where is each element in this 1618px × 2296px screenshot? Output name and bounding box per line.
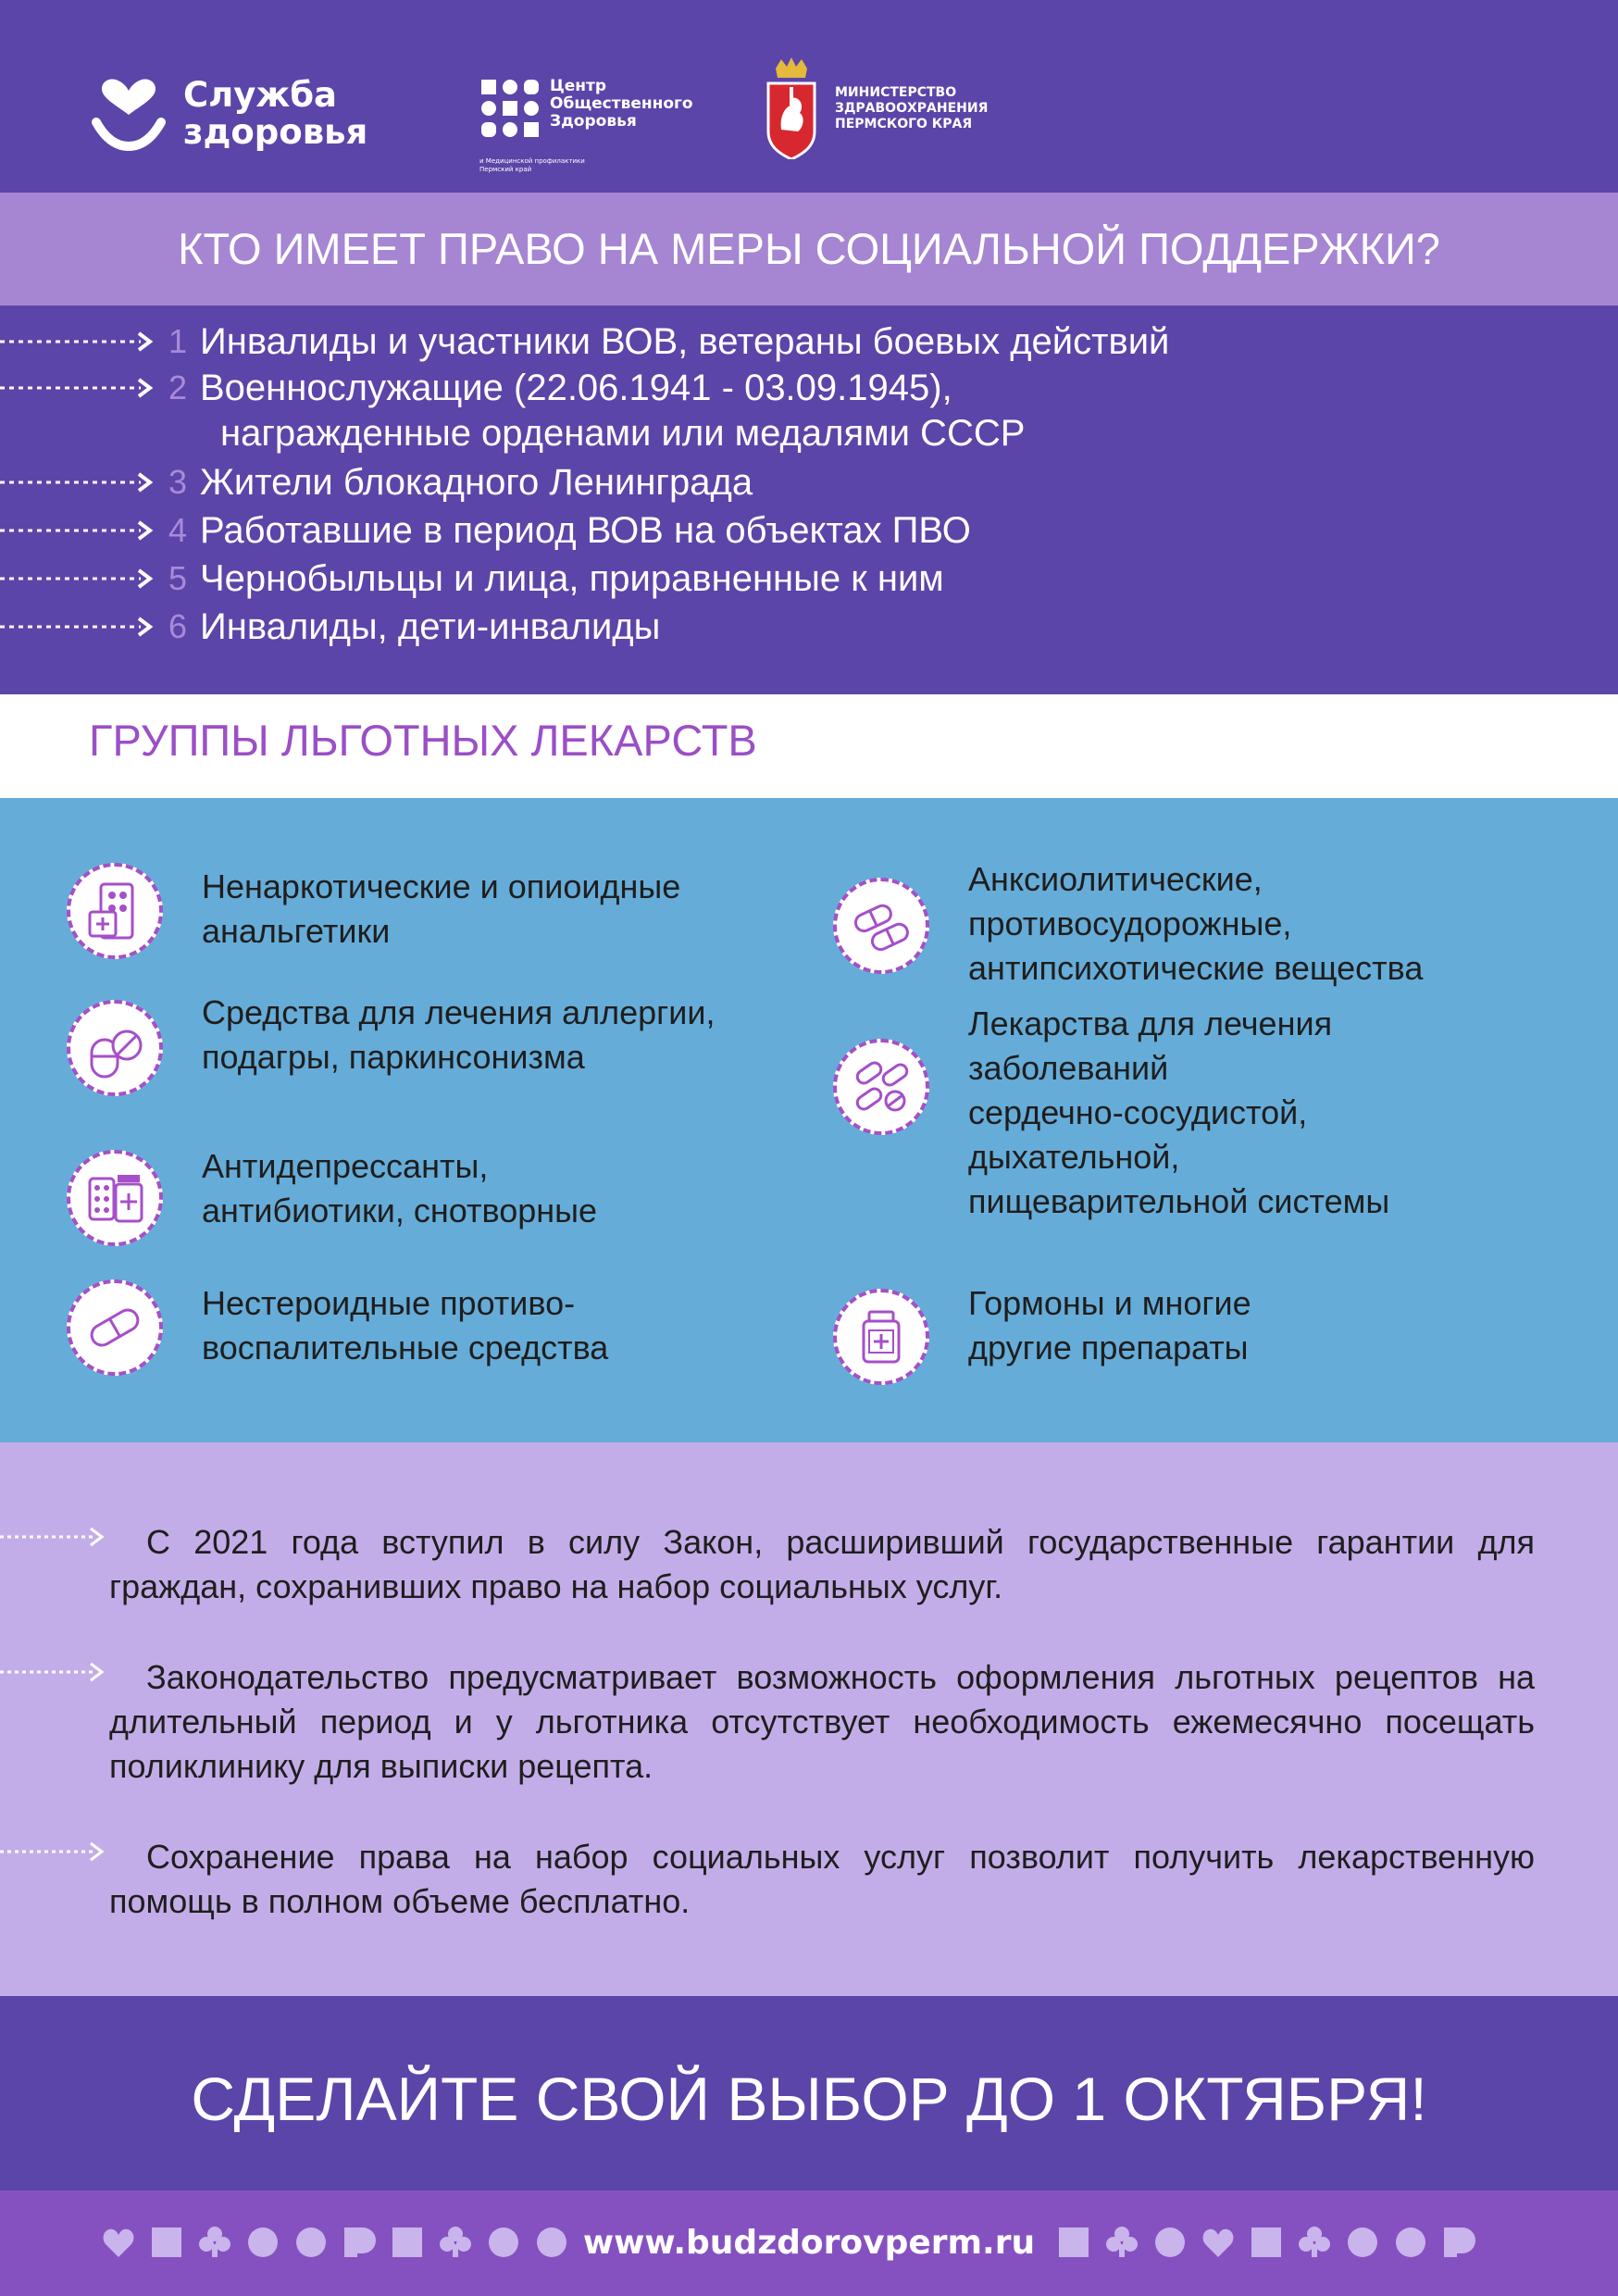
many-capsules-icon: [833, 1039, 929, 1135]
item-number: 1: [168, 322, 188, 360]
drug-group-line: Лекарства для лечения: [968, 1004, 1333, 1042]
drug-group-line: сердечно-сосудистой,: [968, 1093, 1308, 1131]
drug-group-line: заболеваний: [968, 1049, 1169, 1087]
drug-group-line: Гормоны и многие: [968, 1284, 1251, 1322]
drug-group-line: подагры, паркинсонизма: [202, 1038, 585, 1076]
info-paragraph: Сохранение права на набор социальных услуг позволит получить лекарственную помощь в полном объеме бесплатно.: [109, 1838, 1535, 1920]
list-item: [0, 507, 971, 554]
drug-group-line: Средства для лечения аллергии,: [202, 993, 716, 1031]
drug-group-line: Антидепрессанты,: [202, 1147, 489, 1185]
dotted-arrow-icon: [0, 377, 156, 399]
who-title-band: [0, 193, 1618, 306]
sluzhba-zdorovya-logo: [89, 74, 367, 154]
list-item: [0, 459, 753, 505]
ministry-logo: [765, 57, 988, 159]
item-label: Военнослужащие (22.06.1941 - 03.09.1945),: [200, 367, 952, 408]
circle-shape-icon: [1394, 2226, 1427, 2259]
item-label: Работавшие в период ВОВ на объектах ПВО: [200, 509, 971, 551]
czd-line-2: Общественного: [550, 94, 693, 113]
drug-group-item: [67, 993, 716, 1096]
pill-blister-icon: [67, 1150, 163, 1246]
item-number: 5: [168, 559, 188, 597]
capsules-icon: [833, 878, 929, 974]
dotted-arrow-icon: [0, 331, 156, 353]
list-item: [0, 555, 944, 602]
item-number: 6: [168, 607, 188, 645]
item-number: 4: [168, 511, 188, 549]
law-info-section: [0, 1442, 1618, 1996]
drug-group-line: противосудорожные,: [968, 905, 1292, 942]
drug-group-line: другие препараты: [968, 1329, 1249, 1366]
czd-line-3: Здоровья: [550, 112, 637, 131]
square-shape-icon: [1250, 2226, 1283, 2259]
item-label: Жители блокадного Ленинграда: [200, 461, 753, 503]
drug-group-line: пищеварительной системы: [968, 1182, 1390, 1220]
p-shape-icon: [1442, 2226, 1475, 2259]
groups-title: ГРУППЫ ЛЬГОТНЫХ ЛЕКАРСТВ: [89, 716, 757, 765]
czd-sub-2: Пермский край: [479, 166, 532, 173]
drug-group-line: Анксиолитические,: [968, 860, 1263, 898]
public-health-center-logo: [479, 77, 693, 173]
medicine-bottle-icon: [833, 1289, 929, 1385]
who-title: КТО ИМЕЕТ ПРАВО НА МЕРЫ СОЦИАЛЬНОЙ ПОДДЕРЖКИ?: [178, 224, 1440, 273]
website-link[interactable]: www.budzdorovperm.ru: [582, 2224, 1036, 2262]
czd-line-1: Центр: [550, 77, 607, 95]
czd-sub-1: и Медицинской профилактики: [479, 157, 585, 165]
dotted-arrow-icon: [0, 1839, 109, 1865]
logo-line-1: Служба: [183, 75, 337, 115]
list-item: [0, 365, 952, 411]
dotted-arrow-icon: [0, 1524, 109, 1550]
list-item: [0, 318, 1169, 365]
dotted-arrow-icon: [0, 568, 156, 590]
drug-group-item: [833, 1284, 1251, 1385]
drug-group-item: [67, 863, 680, 959]
decorative-shapes-right: [1057, 2226, 1490, 2263]
ministry-line-1: МИНИСТЕРСТВО: [835, 84, 957, 100]
dotted-arrow-icon: [0, 519, 156, 542]
drug-group-line: Нестероидные противо-: [202, 1284, 576, 1322]
capsule-icon: [67, 1279, 163, 1376]
clover-shape-icon: [1298, 2226, 1331, 2259]
dotted-arrow-icon: [0, 471, 156, 493]
dotted-arrow-icon: [0, 616, 156, 638]
drug-group-line: воспалительные средства: [202, 1329, 609, 1366]
ministry-line-3: ПЕРМСКОГО КРАЯ: [835, 116, 973, 131]
item-number: 2: [168, 368, 188, 406]
perm-crest-icon: [765, 57, 818, 159]
drug-group-line: анальгетики: [202, 912, 391, 950]
logo-line-2: здоровья: [183, 112, 368, 152]
square-shape-icon: [1057, 2226, 1090, 2259]
drug-group-item: [833, 860, 1424, 991]
call-to-action: [0, 1996, 1618, 2190]
eligibility-list: [0, 306, 1618, 694]
clover-shape-icon: [1105, 2226, 1139, 2259]
drug-group-line: антибиотики, снотворные: [202, 1192, 598, 1229]
cta-text: СДЕЛАЙТЕ СВОЙ ВЫБОР ДО 1 ОКТЯБРЯ!: [191, 2065, 1427, 2133]
drug-group-line: Ненаркотические и опиоидные: [202, 867, 681, 905]
drug-group-line: дыхательной,: [968, 1138, 1180, 1176]
circle-shape-icon: [1346, 2226, 1379, 2259]
list-item: [0, 604, 660, 650]
drug-group-item: [67, 1147, 598, 1246]
grid-logo-icon: [479, 78, 541, 139]
ministry-line-2: ЗДРАВООХРАНЕНИЯ: [835, 100, 989, 116]
pills-icon: [67, 1000, 163, 1096]
item-number: 3: [168, 463, 188, 501]
circle-shape-icon: [1153, 2226, 1187, 2259]
heart-smile-icon: [89, 74, 168, 154]
info-paragraph: С 2021 года вступил в силу Закон, расширивший государственные гарантии для граждан, сохранивших право на набор социальных услуг.: [109, 1523, 1535, 1605]
item-label: Инвалиды и участники ВОВ, ветераны боевых действий: [200, 320, 1170, 362]
drug-group-item: [833, 1004, 1390, 1224]
footer: [0, 2190, 1618, 2296]
drug-groups-section: [0, 798, 1618, 1442]
item-label-continuation: награжденные орденами или медалями СССР: [220, 413, 1026, 454]
item-label: Инвалиды, дети-инвалиды: [200, 605, 661, 647]
header: [0, 0, 1618, 193]
item-label: Чернобыльцы и лица, приравненные к ним: [200, 557, 944, 599]
dotted-arrow-icon: [0, 1659, 109, 1685]
drug-group-line: антипсихотические вещества: [968, 949, 1424, 987]
heart-shape-icon: [1201, 2226, 1235, 2259]
drug-group-item: [67, 1279, 608, 1376]
medicine-shelf-icon: [67, 863, 163, 959]
info-paragraph: Законодательство предусматривает возможность оформления льготных рецептов на длительный период и у льготника отсутствует необходимость ежемесячно посещать поликлинику для выписки рецепта.: [109, 1658, 1535, 1785]
